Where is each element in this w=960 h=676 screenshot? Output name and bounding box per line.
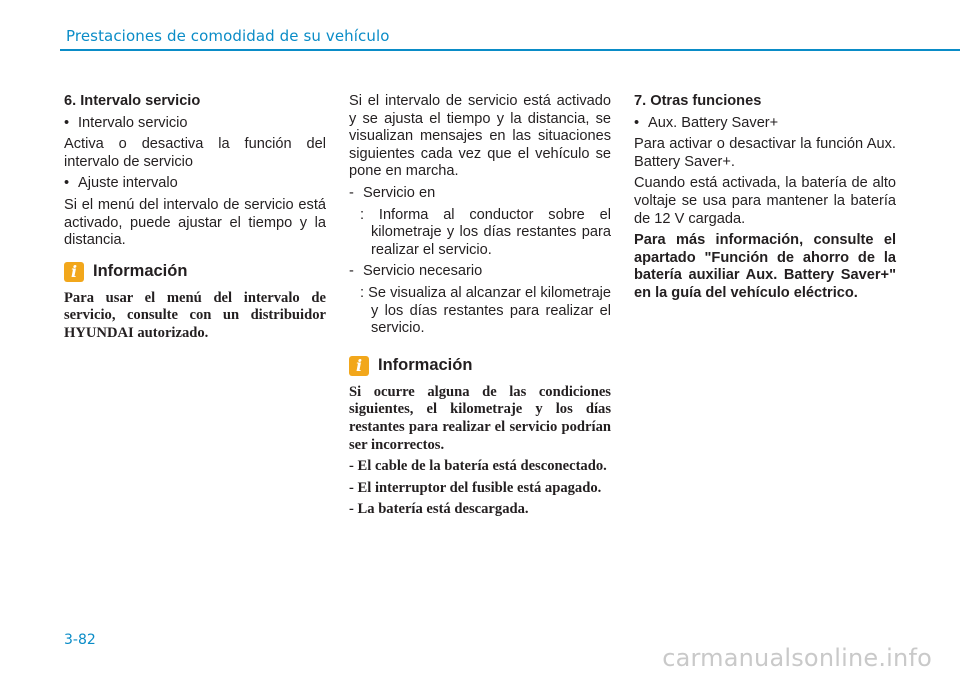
heading-otras-funciones: 7. Otras funciones [634, 93, 762, 109]
bullet-dot-icon: • [64, 114, 70, 131]
item-label: Servicio necesario [363, 263, 483, 280]
dash-icon: - [349, 263, 354, 280]
info-title: Información [93, 261, 188, 280]
info-text: Para usar el menú del intervalo de servicio, consulte con un distribuidor HYUNDAI autorizado. [64, 289, 326, 341]
header-divider [60, 49, 960, 51]
dash-item-label [349, 185, 611, 203]
item-label: Servicio en [363, 184, 436, 201]
paragraph: Para activar o desactivar la función Aux. Battery Saver+. [634, 136, 896, 170]
info-header [349, 356, 611, 376]
paragraph-bold: Para más información, consulte el apartado "Función de ahorro de la batería auxiliar Aux. Battery Saver+" en la guía del vehículo eléctrico. [634, 232, 896, 301]
item-description: : Se visualiza al alcanzar el kilometraje y los días restantes para realizar el servicio. [360, 284, 611, 337]
paragraph: Activa o desactiva la función del intervalo de servicio [64, 136, 326, 170]
paragraph: Si el menú del intervalo de servicio está activado, puede ajustar el tiempo y la distancia. [64, 196, 326, 249]
page-number: 3-82 [64, 632, 96, 648]
bullet-label: Ajuste intervalo [78, 175, 178, 192]
dash-icon: - [349, 184, 354, 201]
info-title: Información [378, 355, 473, 374]
watermark: carmanualsonline.info [662, 644, 932, 672]
column-1 [64, 93, 326, 343]
column-3 [634, 93, 896, 303]
bullet-label: Intervalo servicio [78, 114, 188, 131]
bullet-item [64, 175, 326, 193]
dash-item-label [349, 263, 611, 281]
info-list-item: - La batería está descargada. [349, 501, 529, 518]
info-icon: i [64, 262, 84, 282]
info-icon: i [349, 356, 369, 376]
heading-intervalo-servicio: 6. Intervalo servicio [64, 93, 201, 109]
info-list-item: - El cable de la batería está desconectado. [349, 458, 607, 475]
bullet-dot-icon: • [64, 175, 70, 192]
info-box [64, 262, 326, 343]
item-description: : Informa al conductor sobre el kilometraje y los días restantes para realizar el servicio. [360, 206, 611, 258]
bullet-dot-icon: • [634, 114, 640, 131]
bullet-item [634, 115, 896, 133]
section-title: Prestaciones de comodidad de su vehículo [66, 27, 390, 45]
bullet-label: Aux. Battery Saver+ [648, 114, 779, 131]
bullet-item [64, 115, 326, 133]
paragraph: Cuando está activada, la batería de alto voltaje se usa para mantener la batería de 12 V cargada. [634, 175, 896, 227]
column-2 [349, 93, 611, 519]
page-header [60, 26, 960, 54]
info-box [349, 356, 611, 519]
info-text: Si ocurre alguna de las condiciones siguientes, el kilometraje y los días restantes para realizar el servicio podrían ser incorrectos. [349, 383, 611, 453]
info-list-item: - El interruptor del fusible está apagado. [349, 479, 602, 496]
paragraph: Si el intervalo de servicio está activado y se ajusta el tiempo y la distancia, se visualizan mensajes en las situaciones siguientes cada vez que el vehículo se pone en marcha. [349, 93, 611, 180]
info-header [64, 262, 326, 282]
